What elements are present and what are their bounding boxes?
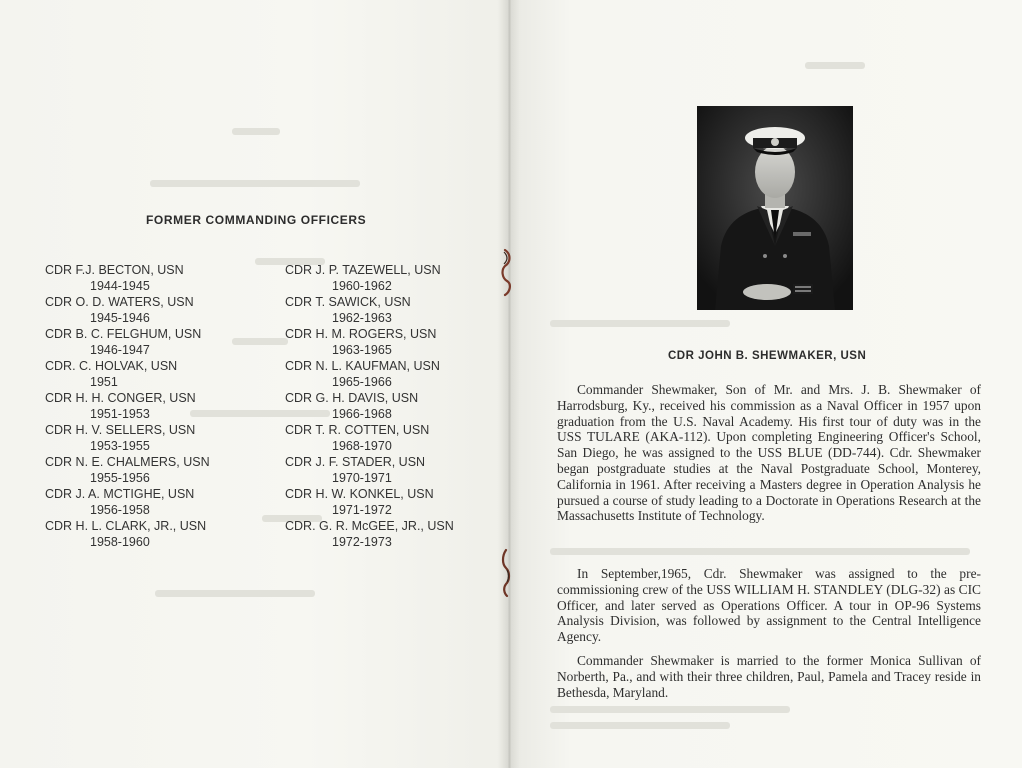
officer-name: CDR T. SAWICK, USN: [285, 295, 411, 309]
officer-name: CDR O. D. WATERS, USN: [45, 295, 194, 309]
bio-paragraph: Commander Shewmaker, Son of Mr. and Mrs. J. B. Shewmaker of Harrodsburg, Ky., received his commission as a Naval Officer in 1957 upon graduation from the U.S. Naval Academy. His first tour of duty was in the USS TULARE (AKA-112). Upon completing Engineering Officer's School, San Diego, he was assigned to the USS BLUE (DD-744). Cdr. Shewmaker began postgraduate studies at the Naval Postgraduate School, Monterey, California in 1961. After receiving a Masters degree in Operation Analysis he pursued a course of study leading to a Doctorate in Operations Research at the Massachusetts Institute of Technology.: [557, 382, 981, 524]
officer-entry: [45, 358, 265, 390]
officer-name: CDR B. C. FELGHUM, USN: [45, 327, 202, 341]
show-through-mark: [550, 706, 790, 713]
officer-years: 1945-1946: [90, 311, 150, 325]
officer-entry: [45, 454, 265, 486]
officer-years: 1962-1963: [332, 311, 392, 325]
officer-entry: [45, 326, 265, 358]
bio-paragraph: Commander Shewmaker is married to the former Monica Sullivan of Norberth, Pa., and with their three children, Paul, Pamela and Tracey reside in Bethesda, Maryland.: [557, 653, 981, 700]
staple-icon: [500, 248, 514, 298]
officer-name: CDR J. A. MCTIGHE, USN: [45, 487, 195, 501]
officer-years: 1972-1973: [332, 535, 392, 549]
officer-entry: [45, 486, 265, 518]
officer-years: 1966-1968: [332, 407, 392, 421]
officer-name: CDR T. R. COTTEN, USN: [285, 423, 430, 437]
officer-name: CDR H. W. KONKEL, USN: [285, 487, 434, 501]
officer-years: 1946-1947: [90, 343, 150, 357]
officer-entry: [45, 294, 265, 326]
show-through-mark: [805, 62, 865, 69]
officer-entry: [45, 390, 265, 422]
officer-name: CDR G. H. DAVIS, USN: [285, 391, 419, 405]
officers-column-right: [285, 262, 505, 550]
officer-entry: [285, 518, 505, 550]
officer-years: 1958-1960: [90, 535, 150, 549]
officer-years: 1968-1970: [332, 439, 392, 453]
officer-entry: [285, 486, 505, 518]
officer-years: 1965-1966: [332, 375, 392, 389]
officer-entry: [285, 294, 505, 326]
officers-column-left: [45, 262, 265, 550]
officer-entry: [285, 262, 505, 294]
show-through-mark: [550, 320, 730, 327]
officer-entry: [45, 262, 265, 294]
officer-entry: [45, 422, 265, 454]
officer-name: CDR F.J. BECTON, USN: [45, 263, 184, 277]
officer-years: 1951-1953: [90, 407, 150, 421]
officer-years: 1956-1958: [90, 503, 150, 517]
officer-name: CDR H. M. ROGERS, USN: [285, 327, 437, 341]
former-commanding-officers-heading: FORMER COMMANDING OFFICERS: [146, 213, 367, 227]
show-through-mark: [550, 722, 730, 729]
bio-heading: CDR JOHN B. SHEWMAKER, USN: [668, 350, 867, 362]
officer-entry: [285, 358, 505, 390]
officer-name: CDR. C. HOLVAK, USN: [45, 359, 178, 373]
officer-years: 1955-1956: [90, 471, 150, 485]
officer-name: CDR H. H. CONGER, USN: [45, 391, 196, 405]
officer-years: 1953-1955: [90, 439, 150, 453]
show-through-mark: [232, 128, 280, 135]
officer-name: CDR N. L. KAUFMAN, USN: [285, 359, 440, 373]
officer-entry: [285, 422, 505, 454]
officer-name: CDR. G. R. McGEE, JR., USN: [285, 519, 454, 533]
show-through-mark: [150, 180, 360, 187]
officer-name: CDR H. V. SELLERS, USN: [45, 423, 196, 437]
officer-years: 1944-1945: [90, 279, 150, 293]
officer-entry: [45, 518, 265, 550]
show-through-mark: [155, 590, 315, 597]
officer-name: CDR N. E. CHALMERS, USN: [45, 455, 210, 469]
officer-years: 1970-1971: [332, 471, 392, 485]
officer-years: 1960-1962: [332, 279, 392, 293]
officer-portrait-photo: [697, 106, 853, 310]
show-through-mark: [550, 548, 970, 555]
officer-entry: [285, 390, 505, 422]
bio-paragraph: In September,1965, Cdr. Shewmaker was assigned to the pre-commissioning crew of the USS WILLIAM H. STANDLEY (DLG-32) as CIC Officer, and later served as Operations Officer. A tour in OP-96 Systems Analysis Division, was followed by assignment to the Central Intelligence Agency.: [557, 566, 981, 645]
officer-entry: [285, 454, 505, 486]
staple-icon: [500, 548, 514, 598]
book-gutter: [498, 0, 520, 768]
officer-name: CDR H. L. CLARK, JR., USN: [45, 519, 207, 533]
officer-name: CDR J. F. STADER, USN: [285, 455, 426, 469]
officer-years: 1951: [90, 375, 118, 389]
officer-years: 1963-1965: [332, 343, 392, 357]
officer-name: CDR J. P. TAZEWELL, USN: [285, 263, 441, 277]
left-page: [0, 0, 508, 768]
officer-years: 1971-1972: [332, 503, 392, 517]
officer-entry: [285, 326, 505, 358]
